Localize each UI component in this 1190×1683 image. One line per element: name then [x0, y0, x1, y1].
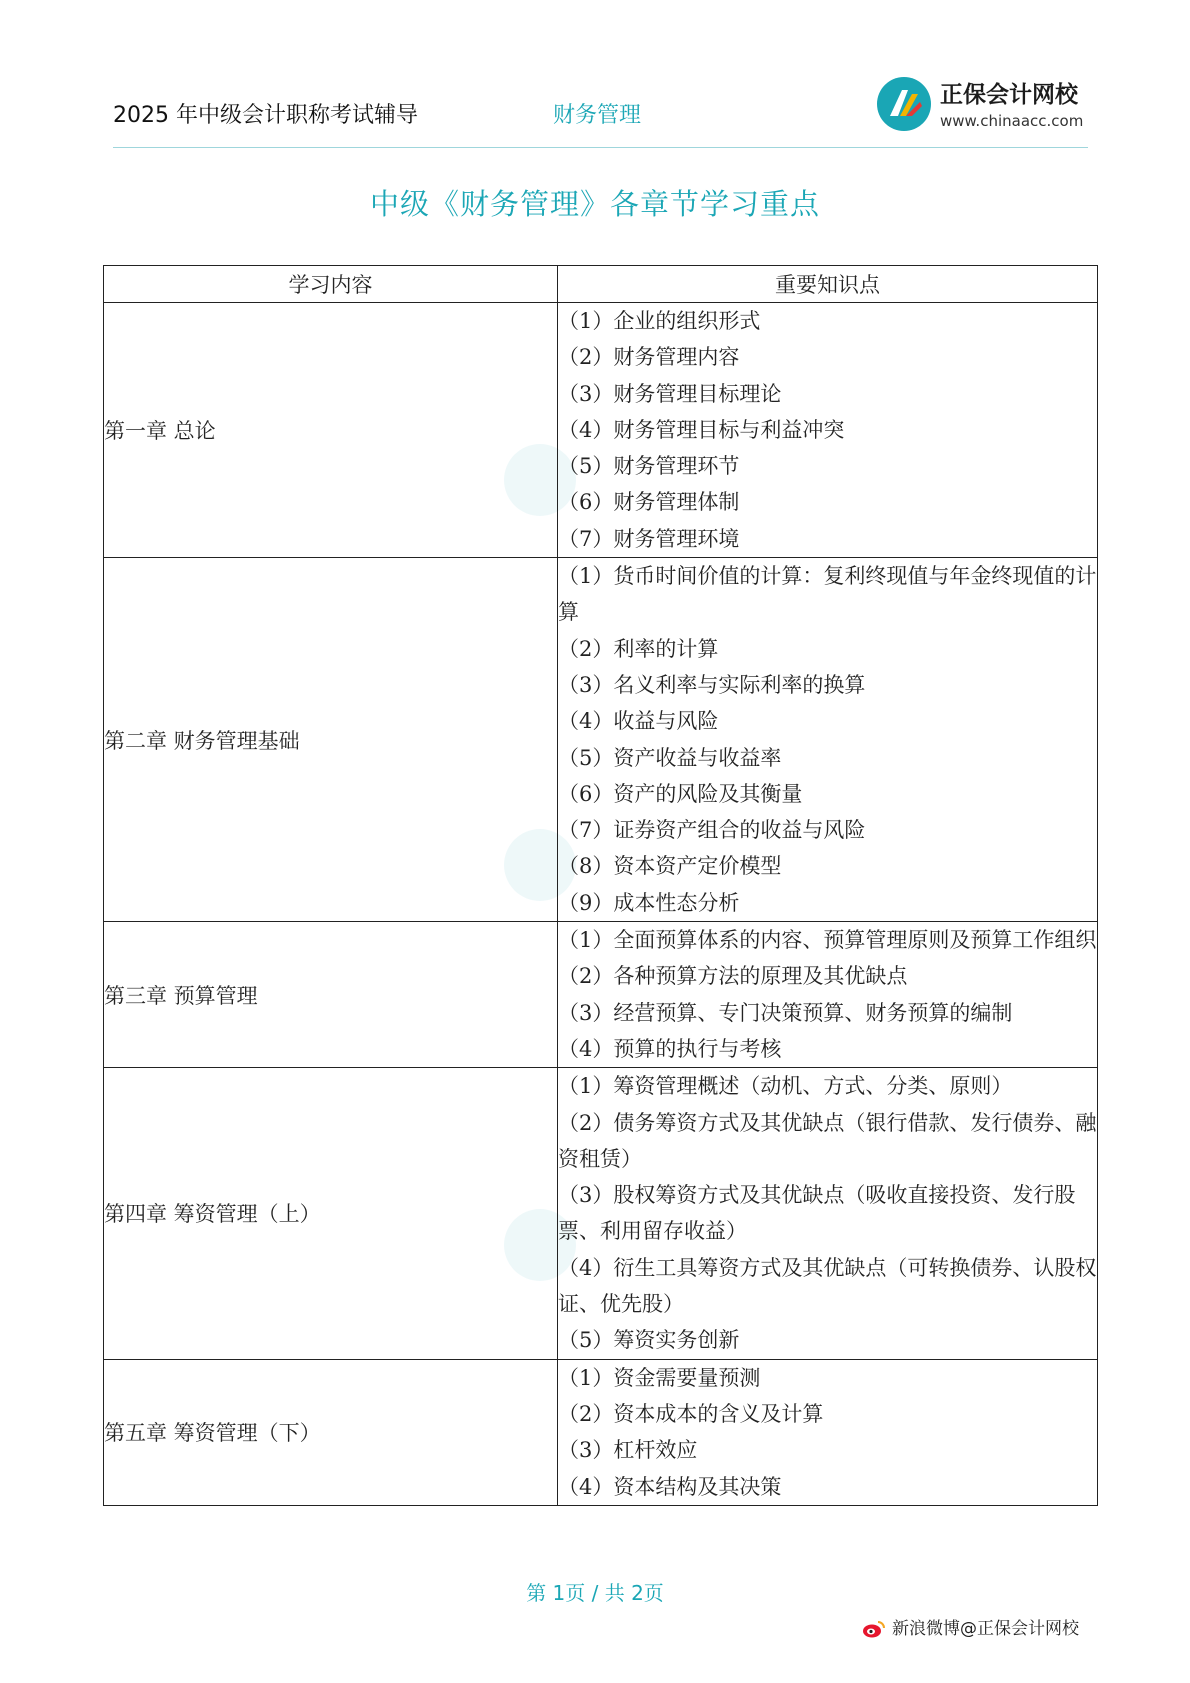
- page-header: [113, 70, 1088, 148]
- chapter-cell: 第四章 筹资管理（上）: [104, 1068, 558, 1359]
- chapter-cell: 第一章 总论: [104, 303, 558, 558]
- table-row: [104, 1359, 1098, 1505]
- chapter-cell: 第二章 财务管理基础: [104, 558, 558, 922]
- knowledge-point: （5）财务管理环节: [558, 454, 740, 479]
- knowledge-points-cell: [558, 922, 1098, 1068]
- knowledge-point: （1）货币时间价值的计算：复利终现值与年金终现值的计算: [558, 564, 1097, 625]
- logo[interactable]: [876, 74, 1088, 136]
- knowledge-point: （1）资金需要量预测: [558, 1365, 761, 1390]
- table-row: [104, 922, 1098, 1068]
- doc-title: 2025 年中级会计职称考试辅导: [113, 103, 418, 128]
- knowledge-point: （9）成本性态分析: [558, 890, 740, 915]
- knowledge-point: （2）各种预算方法的原理及其优缺点: [558, 964, 908, 989]
- knowledge-point: （3）股权筹资方式及其优缺点（吸收直接投资、发行股票、利用留存收益）: [558, 1183, 1076, 1244]
- knowledge-point: （7）证券资产组合的收益与风险: [558, 818, 866, 843]
- column-header-content: 学习内容: [104, 266, 558, 303]
- table-row: [104, 1068, 1098, 1359]
- knowledge-point: （4）资本结构及其决策: [558, 1474, 782, 1499]
- knowledge-point: （4）衍生工具筹资方式及其优缺点（可转换债券、认股权证、优先股）: [558, 1255, 1097, 1317]
- chapter-cell: 第三章 预算管理: [104, 922, 558, 1068]
- knowledge-point: （7）财务管理环境: [558, 526, 740, 551]
- chinaacc-logo-icon: [876, 76, 932, 132]
- knowledge-point: （6）财务管理体制: [558, 490, 740, 515]
- knowledge-point: （3）财务管理目标理论: [558, 381, 782, 406]
- knowledge-point: （2）资本成本的含义及计算: [558, 1401, 824, 1426]
- table-header-row: [104, 266, 1098, 303]
- knowledge-point: （5）筹资实务创新: [558, 1328, 740, 1353]
- chapter-cell: 第五章 筹资管理（下）: [104, 1359, 558, 1505]
- knowledge-points-cell: [558, 303, 1098, 558]
- knowledge-point: （2）债务筹资方式及其优缺点（银行借款、发行债券、融资租赁）: [558, 1110, 1097, 1171]
- knowledge-point: （3）经营预算、专门决策预算、财务预算的编制: [558, 1000, 1013, 1025]
- table-row: [104, 303, 1098, 558]
- page-title: 中级《财务管理》各章节学习重点: [369, 187, 820, 221]
- knowledge-point: （1）全面预算体系的内容、预算管理原则及预算工作组织: [558, 928, 1097, 953]
- column-header-points: 重要知识点: [558, 266, 1098, 303]
- knowledge-point: （1）企业的组织形式: [558, 309, 761, 333]
- weibo-credit[interactable]: [862, 1614, 1079, 1639]
- knowledge-points-cell: [558, 1359, 1098, 1505]
- knowledge-points-cell: [558, 1068, 1098, 1359]
- syllabus-table: [103, 265, 1098, 1506]
- knowledge-point: （5）资产收益与收益率: [558, 745, 782, 770]
- knowledge-point: （3）名义利率与实际利率的换算: [558, 672, 866, 697]
- weibo-handle: 新浪微博@正保会计网校: [892, 1619, 1079, 1639]
- knowledge-points-cell: [558, 558, 1098, 922]
- knowledge-point: （3）杠杆效应: [558, 1438, 698, 1463]
- knowledge-point: （8）资本资产定价模型: [558, 854, 782, 879]
- knowledge-point: （4）财务管理目标与利益冲突: [558, 417, 845, 442]
- table-row: [104, 558, 1098, 922]
- page-number: 第 1页 / 共 2页: [526, 1581, 664, 1605]
- logo-name: 正保会计网校: [940, 82, 1078, 108]
- knowledge-point: （6）资产的风险及其衡量: [558, 781, 803, 806]
- weibo-icon: [862, 1619, 886, 1639]
- knowledge-point: （4）收益与风险: [558, 709, 719, 734]
- subject-label: 财务管理: [553, 103, 642, 128]
- logo-url[interactable]: www.chinaacc.com: [940, 112, 1084, 130]
- knowledge-point: （1）筹资管理概述（动机、方式、分类、原则）: [558, 1074, 1013, 1099]
- knowledge-point: （2）财务管理内容: [558, 345, 740, 370]
- knowledge-point: （2）利率的计算: [558, 636, 719, 661]
- knowledge-point: （4）预算的执行与考核: [558, 1036, 782, 1061]
- table-body: [104, 303, 1098, 1506]
